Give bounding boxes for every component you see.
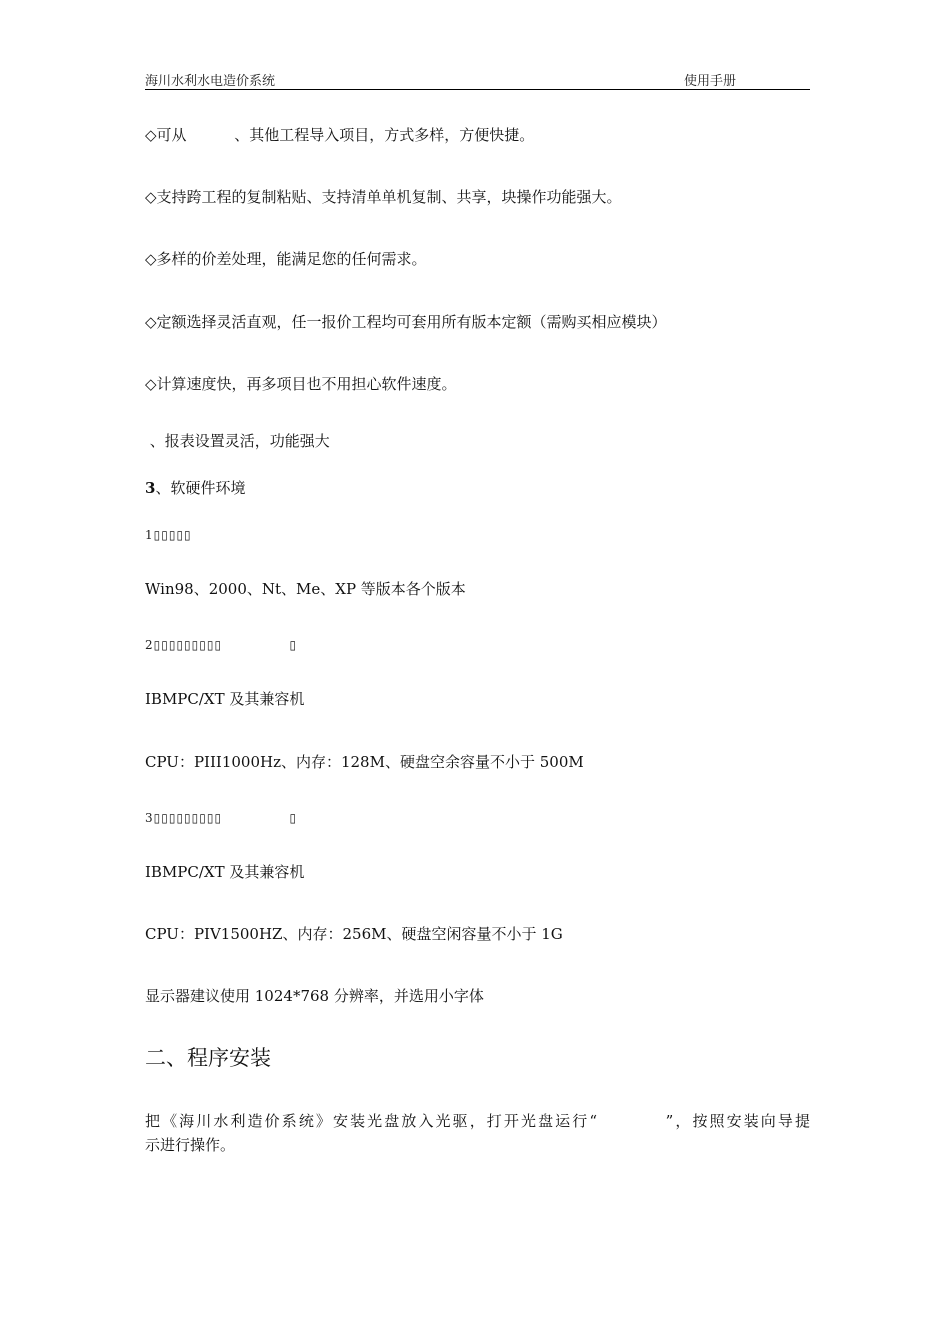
header-title: 海川水利水电造价系统 bbox=[145, 74, 276, 89]
min-spec: CPU：PIII1000Hz、内存：128M、硬盘空余容量不小于 500M bbox=[145, 753, 584, 771]
feature-speed: ◇计算速度快，再多项目也不用担心软件速度。 bbox=[145, 375, 457, 393]
os-value: Win98、2000、Nt、Me、XP 等版本各个版本 bbox=[145, 580, 466, 598]
feature-price-difference: ◇多样的价差处理，能满足您的任何需求。 bbox=[145, 250, 427, 268]
install-line-2: 示进行操作。 bbox=[145, 1136, 236, 1154]
min-config-label: 2▯▯▯▯▯▯▯▯▯ ▯ bbox=[145, 638, 298, 652]
section-number: 3 bbox=[145, 479, 156, 497]
min-machine: IBMPC/XT 及其兼容机 bbox=[145, 690, 305, 708]
install-paragraph bbox=[145, 1109, 810, 1157]
os-label: 1▯▯▯▯▯ bbox=[145, 528, 192, 542]
rec-config-label: 3▯▯▯▯▯▯▯▯▯ ▯ bbox=[145, 811, 298, 825]
header-manual-label: 使用手册 bbox=[684, 74, 737, 89]
install-heading: 二、程序安装 bbox=[145, 1046, 271, 1070]
feature-copy-paste: ◇支持跨工程的复制粘贴、支持清单单机复制、共享，块操作功能强大。 bbox=[145, 188, 622, 206]
page-header bbox=[145, 70, 810, 90]
feature-report-settings: 、报表设置灵活，功能强大 bbox=[145, 432, 330, 450]
display-note: 显示器建议使用 1024*768 分辨率，并选用小字体 bbox=[145, 987, 484, 1005]
rec-spec: CPU：PIV1500HZ、内存：256M、硬盘空闲容量不小于 1G bbox=[145, 925, 563, 943]
feature-quota-selection: ◇定额选择灵活直观，任一报价工程均可套用所有版本定额（需购买相应模块） bbox=[145, 313, 667, 331]
install-line-1: 把《海川水利造价系统》安装光盘放入光驱，打开光盘运行“ ”，按照安装向导提 bbox=[145, 1112, 810, 1130]
feature-import: ◇可从 、其他工程导入项目，方式多样，方便快捷。 bbox=[145, 126, 535, 144]
section-title: 、软硬件环境 bbox=[155, 479, 246, 497]
rec-machine: IBMPC/XT 及其兼容机 bbox=[145, 863, 305, 881]
section-heading-environment bbox=[145, 477, 245, 499]
